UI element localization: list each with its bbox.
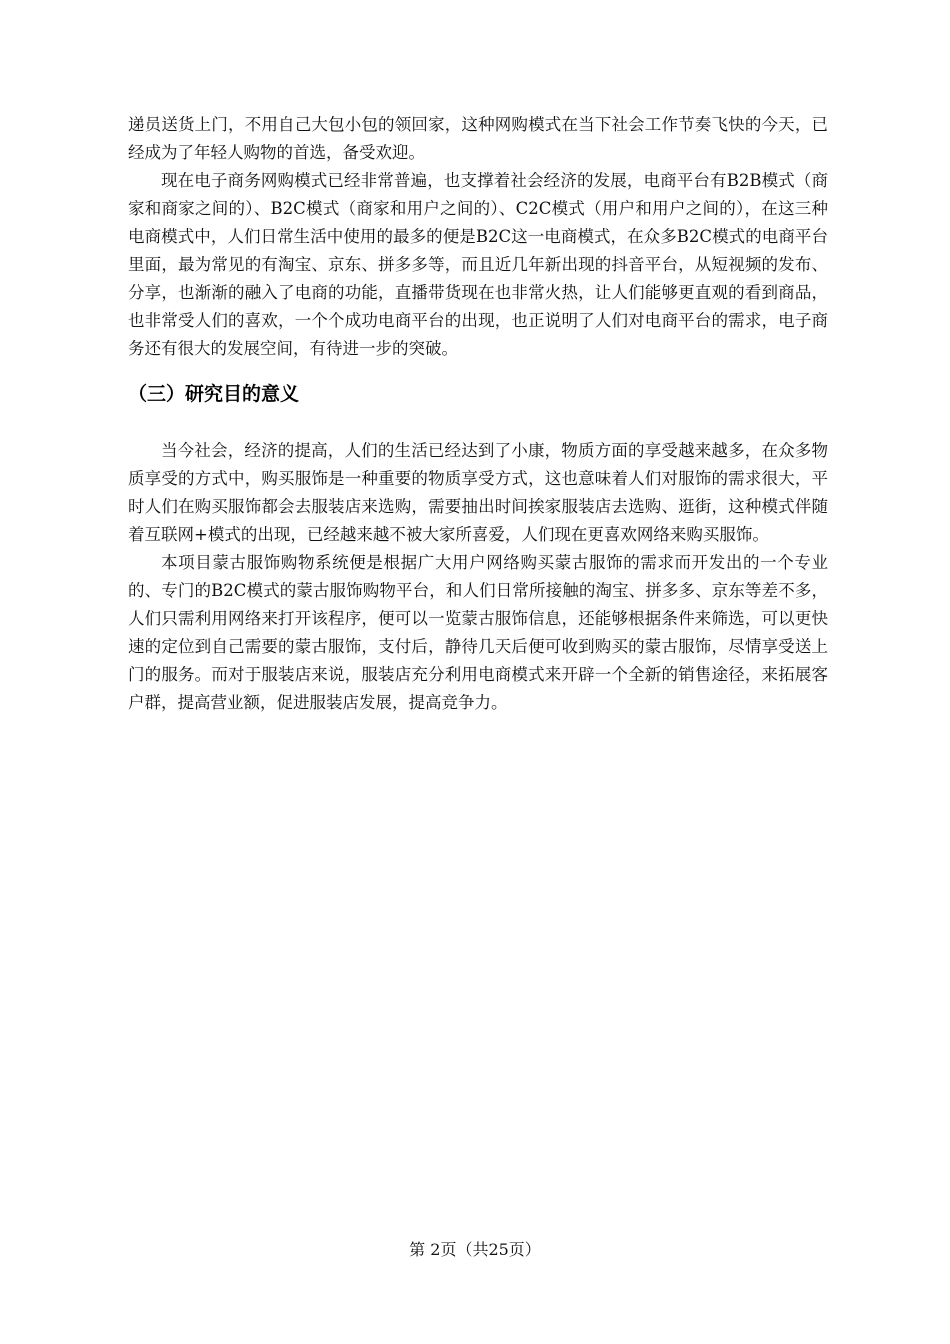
paragraph-society-demand: 当今社会，经济的提高，人们的生活已经达到了小康，物质方面的享受越来越多，在众多物质享受的方式中，购买服饰是一种重要的物质享受方式，这也意味着人们对服饰的需求很大，平时人们在购买服饰都会去服装店来选购，需要抽出时间挨家服装店去选购、逛街，这种模式伴随着互联网+模式的出现，已经越来越不被大家所喜爱，人们现在更喜欢网络来购买服饰。 [128, 441, 828, 544]
page-number-footer: 第 2页（共25页） [409, 1240, 541, 1259]
paragraph-ecommerce-models: 现在电子商务网购模式已经非常普遍，也支撑着社会经济的发展，电商平台有B2B模式（商家和商家之间的）、B2C模式（商家和用户之间的）、C2C模式（用户和用户之间的），在这三种电商模式中，人们日常生活中使用的最多的便是B2C这一电商模式，在众多B2C模式的电商平台里面，最为常见的有淘宝、京东、拼多多等，而且近几年新出现的抖音平台，从短视频的发布、分享，也渐渐的融入了电商的功能，直播带货现在也非常火热，让人们能够更直观的看到商品，也非常受人们的喜欢，一个个成功电商平台的出现，也正说明了人们对电商平台的需求，电子商务还有很大的发展空间，有待进一步的突破。 [128, 171, 828, 358]
paragraph-project-purpose: 本项目蒙古服饰购物系统便是根据广大用户网络购买蒙古服饰的需求而开发出的一个专业的、专门的B2C模式的蒙古服饰购物平台，和人们日常所接触的淘宝、拼多多、京东等差不多，人们只需利用网络来打开该程序，便可以一览蒙古服饰信息，还能够根据条件来筛选，可以更快速的定位到自己需要的蒙古服饰，支付后，静待几天后便可收到购买的蒙古服饰，尽情享受送上门的服务。而对于服装店来说，服装店充分利用电商模式来开辟一个全新的销售途径，来拓展客户群，提高营业额，促进服装店发展，提高竞争力。 [128, 553, 828, 712]
body-text [128, 111, 828, 717]
paragraph-continuation: 递员送货上门，不用自己大包小包的领回家，这种网购模式在当下社会工作节奏飞快的今天，已经成为了年轻人购物的首选，备受欢迎。 [128, 115, 828, 162]
section-heading: （三）研究目的意义 [128, 383, 300, 405]
